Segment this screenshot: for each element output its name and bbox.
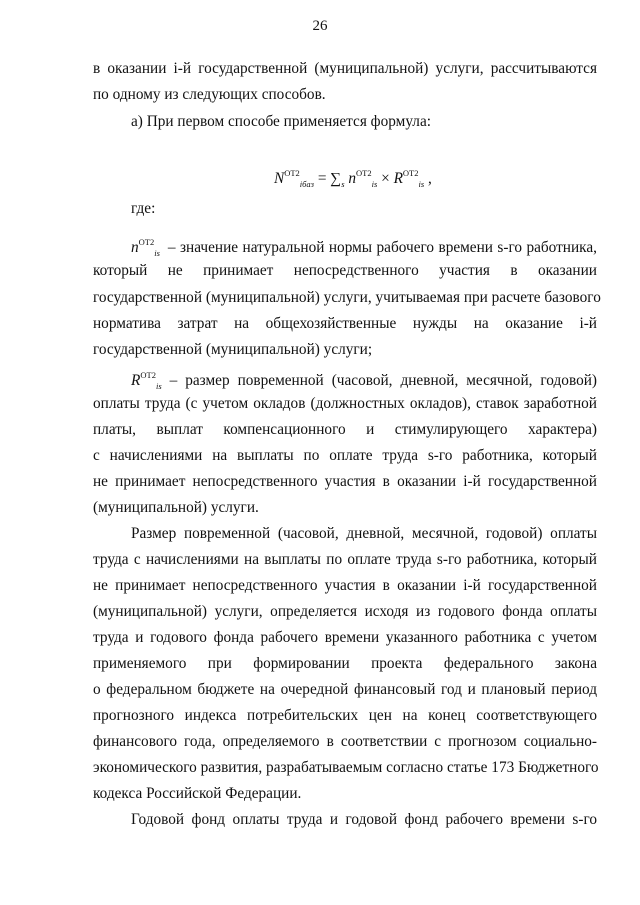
- text-line: который не принимает непосредственного участия в оказании: [93, 262, 597, 279]
- text-line: финансового года, определяемого в соответствии с прогнозом социально-: [93, 733, 597, 750]
- text-line: применяемого при формировании проекта федерального закона: [93, 655, 597, 672]
- text-line: оплаты труда (с учетом окладов (должностных окладов), ставок заработной: [93, 395, 597, 412]
- text-line: (муниципальной) услуги, определяется исходя из годового фонда оплаты: [93, 603, 597, 620]
- page-number: 26: [312, 18, 328, 34]
- text-line: труда с начислениями на выплаты по оплате труда s-го работника, который: [93, 551, 597, 568]
- text-line: платы, выплат компенсационного и стимулирующего характера): [93, 421, 597, 438]
- text-line: труда и годового фонда рабочего времени указанного работника с учетом: [93, 629, 597, 646]
- text-line: (муниципальной) услуги.: [93, 499, 259, 516]
- text-line: – значение натуральной нормы рабочего времени s-го работника,: [167, 239, 597, 256]
- text-line: кодекса Российской Федерации.: [93, 785, 302, 802]
- text-line: норматива затрат на общехозяйственные нужды на оказание i-й: [93, 315, 597, 332]
- formula: $N^{ОТ2}_{iбаз} = \sum_s$ $n^{ОТ2}_{is} \times R^{ОТ2}_{is}$ ,: [274, 168, 432, 189]
- text-line: в оказании i-й государственной (муниципальной) услуги, рассчитываются: [93, 60, 597, 77]
- text-line: не принимает непосредственного участия в оказании i-й государственной: [93, 577, 597, 594]
- text-line: экономического развития, разрабатываемым согласно статье 173 Бюджетного: [93, 759, 599, 776]
- text-line: государственной (муниципальной) услуги;: [93, 341, 373, 358]
- text-line: – размер повременной (часовой, дневной, месячной, годовой): [169, 372, 597, 389]
- text-line: не принимает непосредственного участия в оказании i-й государственной: [93, 473, 597, 490]
- text-line: прогнозного индекса потребительских цен на конец соответствующего: [93, 707, 597, 724]
- text-line: Годовой фонд оплаты труда и годовой фонд рабочего времени s-го: [131, 811, 597, 828]
- text-line: где:: [131, 200, 156, 217]
- definition-n: $n^{ОТ2}_{is}$ – значение натуральной нормы рабочего времени s-го работника,: [131, 237, 597, 258]
- text-line: с начислениями на выплаты по оплате труда s-го работника, который: [93, 447, 597, 464]
- text-line: государственной (муниципальной) услуги, учитываемая при расчете базового: [93, 289, 601, 306]
- definition-r: $R^{ОТ2}_{is}$ – размер повременной (часовой, дневной, месячной, годовой): [131, 370, 597, 391]
- text-line: Размер повременной (часовой, дневной, месячной, годовой) оплаты: [131, 525, 597, 542]
- text-line: а) При первом способе применяется формула:: [131, 113, 431, 130]
- text-line: о федеральном бюджете на очередной финансовый год и плановый период: [93, 681, 597, 698]
- text-line: по одному из следующих способов.: [93, 86, 326, 103]
